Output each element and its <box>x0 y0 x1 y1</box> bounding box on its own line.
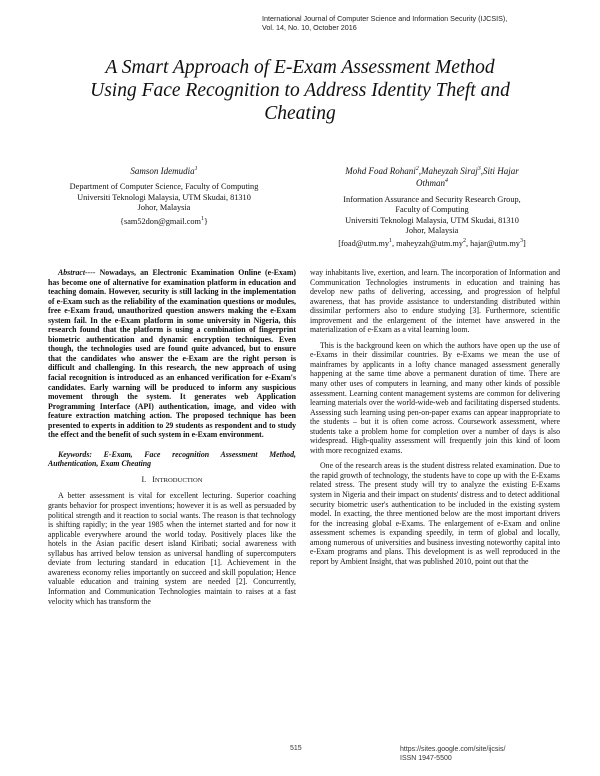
footer-info <box>400 745 570 763</box>
title-line-2: Using Face Recognition to Address Identity Theft and <box>90 80 510 101</box>
journal-volume: Vol. 14, No. 10, October 2016 <box>262 23 357 32</box>
page-number: 515 <box>290 745 302 752</box>
keywords: Keywords: E-Exam, Face recognition Assessment Method, Authentication, Exam Cheating <box>48 449 296 469</box>
left-column <box>48 268 296 606</box>
author-name: Samson Idemudia$^1$ <box>130 166 198 176</box>
footer-url[interactable]: https://sites.google.com/site/ijcsis/ <box>400 746 506 753</box>
title-line-3: Cheating <box>264 103 336 124</box>
author-affiliation-3: Universiti Teknologi Malaysia, UTM Skudai, 81310 <box>345 215 519 225</box>
abstract-text: Nowadays, an Electronic Examination Online (e-Exam) has become one of alternative for examination platform in education and teaching domain. However, security is still lacking in the implementation of e-Exam such as the reliability of the examination questions or modules, free e-Exam fraud, unauthorized question answers making the e-Exam system fail. In the e-Exam platform in some university in Nigeria, this research found that the platform is using a combination of fingerprint biometric authentication and dynamic encryption techniques. Even though, the technologies used are found quite advanced, but to ensure that the candidates who answer the e-Exam are the right person is difficult and challenging. In this research, the new approach of using facial recognition is introduced as an enhanced verification for e-Exam's candidates. Early warning will be produced to inform any suspicious movement through the system. It generates web Application Programming Interface (API) authentication, image, and video with feature extraction matching action. The proposed technique has been presented to experts in addition to 29 students as respondent and to study the effect and the benefit of such system in e-Exam environment. <box>48 268 296 440</box>
author-affiliation-3: Johor, Malaysia <box>137 203 191 213</box>
abstract-label: Abstract---- <box>58 268 96 277</box>
abstract <box>48 268 296 440</box>
author-affiliation-4: Johor, Malaysia <box>405 226 459 236</box>
author-block-left <box>48 164 280 227</box>
author-block-right <box>312 164 552 250</box>
author-affiliation-2: Faculty of Computing <box>395 205 469 215</box>
author-affiliation-1: Information Assurance and Security Research Group, <box>343 194 521 204</box>
right-column <box>310 268 560 566</box>
title-line-1: A Smart Approach of E-Exam Assessment Method <box>105 57 495 78</box>
author-emails: [$foad@utm.my^1$, $maheyzah@utm.my^2$, $hajar@utm.my^3$] <box>338 238 526 249</box>
intro-paragraph-1: A better assessment is vital for excellent lecturing. Superior coaching grants behavior for prospect inventions; however it is as well as persuaded by political strength and it reaction to social wants. The reason is that technology is shifting rapidly; in the year 1985 when the internet started and for now it applicable everywhere around the world today. Positively places like the hotels in the Asian pacific desert island Kiribati; social awareness with syllabus has arrived below tension as universal handling of supercomputers deviate from lecturing standard in education [1]. Achievement in the awareness economy relies importantly on succeed and skill population; Hence valuable education and training system are needed [2]. Concurrently, Information and Communication Technologies maintain to raises at a fast velocity which has transform the <box>48 491 296 606</box>
footer-issn: ISSN 1947-5500 <box>400 755 452 762</box>
author-email: {sam52don@gmail.com$^1$} <box>120 215 208 226</box>
body-paragraph-2: This is the background keen on which the authors have open up the use of e-Exams in their dissimilar countries. By e-Exams we mean the use of mainframes by applicants in a lofty chance managed assessment generally happening at the same time above a permanent duration of time. There are many other uses of computers in learning, and many other kinds of possible assessment. Learning content management systems are common for delivering learning materials over the world-wide-web and facilitating dispersed students. Assessing such learning using pen-on-paper exams can appear inappropriate to the students – but it is often come across. Coursework assessment, where students take a problem home for completion over a number of days is also widespread. High-quality assessment will frequently join this kind of loom with more recognized exams. <box>310 340 560 455</box>
journal-header <box>262 14 582 32</box>
section-heading-introduction: I. INTRODUCTION <box>141 474 203 484</box>
journal-name: International Journal of Computer Science and Information Security (IJCSIS), <box>262 14 508 23</box>
body-paragraph-3: One of the research areas is the student distress related examination. Due to the rapid growth of technology, the students have to cope up with the E-Exams related stress. The present study will try to analyze the existing E-Exams system in Nigeria and their impact on students' distress and to detect additional security biometric user's authentication to be included in the existing system model. In exacting, the three mentioned below are the most important drivers for the increasing global e-Exams. The enlargement of e-Exam and online assessment schemes is expanding speedily, in term of global and locally, among numerous of universities and business investing noteworthy capital into e-Exam programs and plans. This development is as well reproduced in the report by Ambient Insight, that was published 2010, point out that the <box>310 461 560 566</box>
author-affiliation-2: Universiti Teknologi Malaysia, UTM Skudai, 81310 <box>77 192 251 202</box>
paper-title <box>40 56 560 125</box>
author-affiliation-1: Department of Computer Science, Faculty of Computing <box>69 182 259 192</box>
body-paragraph-1: way inhabitants live, exertion, and learn. The incorporation of Information and Communication Technologies instruments in education and training has develop new paths of delivering, accessing, and progression of helpful awareness, that has provide assistance to understanding distributed within dissimilar performers also to endure studying [3]. Furthermore, scientific improvement and the enlargement of the internet have answered in the materialization of e-Exam as a vital learning loom. <box>310 268 560 335</box>
author-names: Mohd Foad Rohani$^2$,Maheyzah Siraj$^3$,Siti Hajar Othman$^4$ <box>345 166 519 189</box>
